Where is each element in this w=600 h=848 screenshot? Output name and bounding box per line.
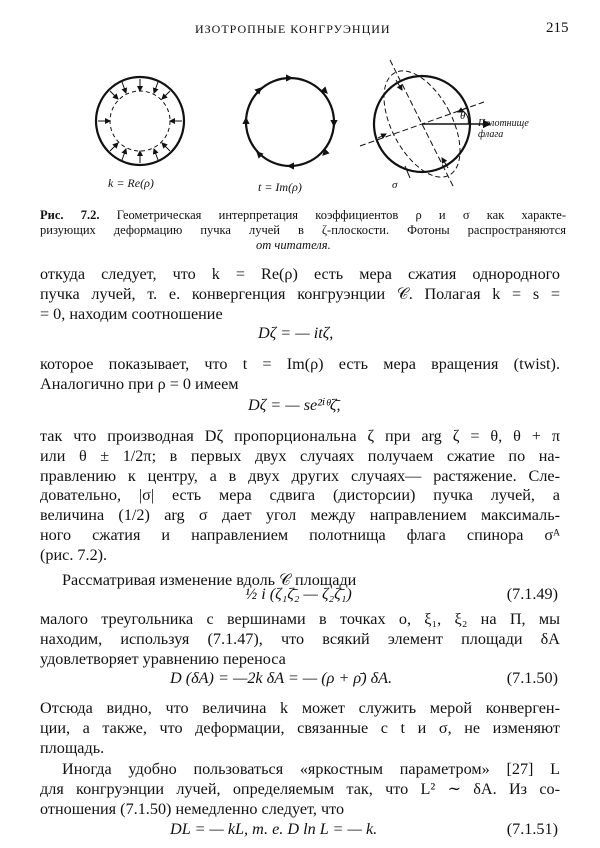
figure-caption (40, 208, 566, 253)
equation-expression: Dζ = — se²ⁱᶿζ̄, (248, 396, 341, 414)
text-line: для конгруэнции лучей, определяемым так, что L² ∼ δA. Из со- (40, 779, 560, 798)
text-line: откуда следует, что k = Re(ρ) есть мера сжатия однородного (40, 265, 560, 283)
paragraph-1 (40, 265, 560, 324)
text-line: малого треугольника с вершинами в точках o, ξ₁, ξ₂ на Π, мы (40, 610, 560, 628)
page-number: 215 (546, 20, 569, 36)
paragraph-3 (40, 427, 560, 566)
text-line: Отсюда видно, что величина k может служить мерой конверген- (40, 699, 560, 717)
text-line: отношения (7.1.50) немедленно следует, что (40, 799, 345, 818)
label-flag-plane: Полотнище флага (478, 118, 529, 140)
text-line: Рассматривая изменение вдоль 𝒞 площади (62, 571, 357, 589)
text-line: так что производная Dζ пропорциональна ζ при arg ζ = θ, θ + π (40, 427, 560, 445)
text-line: довательно, |σ| есть мера сдвига (дисторсии) пучка лучей, а (40, 486, 560, 505)
equation-1 (40, 322, 560, 344)
equation-expression: Dζ = — itζ, (258, 324, 334, 342)
text-line: (рис. 7.2). (40, 545, 108, 564)
caption-line-2: ризующих деформацию пучка лучей в ζ-плоскости. Фотоны распространяются (40, 223, 566, 237)
text-line: Аналогично при ρ = 0 имеем (40, 374, 239, 393)
equation-expression: ½ i (ζ₁ζ̄₂ — ζ₂ζ̄₁) (245, 585, 352, 603)
text-line: ции, а также, что деформации, связанные с t и σ, не изменяют (40, 718, 560, 737)
text-line: правлению к центру, а в двух других случаях— растяжение. Сле- (40, 466, 560, 485)
paragraph-2 (40, 355, 560, 395)
figure-7-2 (60, 46, 570, 214)
caption-line-1: Геометрическая интерпретация коэффициентов ρ и σ как характе- (116, 208, 567, 222)
label-sigma: σ (392, 179, 398, 191)
equation-7-1-49 (40, 566, 560, 602)
page-header (0, 18, 600, 42)
text-line: или θ ± 1/2π; в первых двух случаях получаем сжатие по на- (40, 446, 560, 465)
equation-number: (7.1.49) (506, 585, 558, 603)
text-line: величина (1/2) arg σ дает угол между направлением максималь- (40, 506, 560, 525)
rotation-diagram (246, 78, 334, 166)
paragraph-5 (40, 610, 560, 669)
equation-7-1-51 (40, 818, 560, 840)
convergence-diagram (96, 77, 184, 165)
equation-expression: D (δA) = —2k δA = — (ρ + ρ̄) δA. (170, 669, 393, 687)
equation-number: (7.1.51) (506, 820, 558, 838)
paragraph-6 (40, 699, 560, 758)
equation-7-1-50 (40, 667, 560, 689)
label-rotation: t = Im(ρ) (258, 180, 302, 194)
label-theta: θ (460, 110, 466, 122)
text-line: площадь. (40, 738, 105, 757)
text-line: ного сжатия и направлением полотнища флага спинора σᴬ (40, 525, 560, 544)
shear-diagram (360, 59, 490, 190)
caption-line-3: от читателя. (256, 238, 331, 252)
text-line: пучка лучей, т. е. конвергенция конгруэнции 𝒞. Полагая k = s = (40, 284, 560, 303)
label-convergence: k = Re(ρ) (108, 176, 154, 190)
equation-number: (7.1.50) (506, 669, 558, 687)
equation-expression: DL = — kL, т. е. D ln L = — k. (170, 820, 378, 838)
equation-2 (40, 394, 560, 416)
text-line: которое показывает, что t = Im(ρ) есть мера вращения (twist). (40, 355, 560, 373)
paragraph-7 (40, 760, 560, 819)
text-line: = 0, находим соотношение (40, 304, 223, 323)
text-line: удовлетворяет уравнению переноса (40, 649, 286, 668)
caption-figure-number: Рис. 7.2. (40, 208, 100, 222)
text-line: находим, используя (7.1.47), что всякий элемент площади δA (40, 629, 560, 648)
running-title: ИЗОТРОПНЫЕ КОНГРУЭНЦИИ (195, 22, 391, 36)
text-line: Иногда удобно пользоваться «яркостным параметром» [27] L (62, 760, 560, 778)
